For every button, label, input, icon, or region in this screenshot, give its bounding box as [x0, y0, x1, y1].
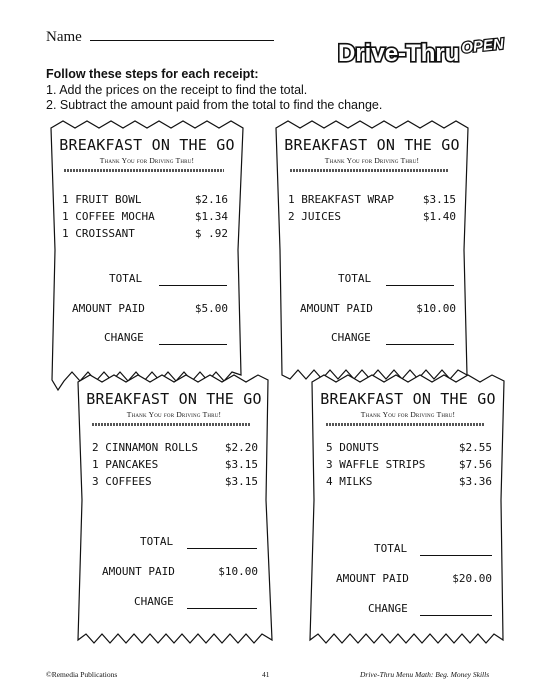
receipt-4-title: BREAKFAST ON THE GO [320, 390, 496, 408]
receipt-4-paid-amount: $20.00 [452, 572, 492, 585]
receipt-3-total-label: TOTAL [140, 535, 174, 548]
receipt-1-item-3: 1 CROISSANT [62, 227, 135, 240]
receipt-2-total-blank[interactable] [386, 284, 454, 286]
instruction-step-2: 2. Subtract the amount paid from the total to find the change. [46, 98, 383, 112]
receipt-2-thanks: Thank You for Driving Thru! [324, 156, 420, 165]
receipt-4-price-1: $2.55 [458, 441, 492, 454]
receipt-1-change-label: CHANGE [104, 331, 144, 344]
receipt-3-item-3: 3 COFFEES [92, 475, 152, 488]
receipt-4-total-blank[interactable] [420, 554, 492, 556]
receipt-1-price-3: $ .92 [194, 227, 228, 240]
receipt-4-total-label: TOTAL [374, 542, 408, 555]
receipt-4-item-1: 5 DONUTS [326, 441, 379, 454]
receipt-4-change-blank[interactable] [420, 614, 492, 616]
receipt-4-divider [326, 423, 484, 426]
receipt-3-total-blank[interactable] [187, 547, 257, 549]
receipt-2-price-1: $3.15 [422, 193, 456, 206]
receipt-1-price-1: $2.16 [194, 193, 228, 206]
receipt-2-item-2: 2 JUICES [288, 210, 341, 223]
receipt-4-price-3: $3.36 [458, 475, 492, 488]
receipt-1-paid-label: AMOUNT PAID [72, 302, 145, 315]
receipt-4-item-2: 3 WAFFLE STRIPS [326, 458, 426, 471]
receipt-2-paid-label: AMOUNT PAID [300, 302, 373, 315]
receipt-2-total-label: TOTAL [338, 272, 372, 285]
receipt-2-item-1: 1 BREAKFAST WRAP [288, 193, 394, 206]
receipt-2-price-2: $1.40 [422, 210, 456, 223]
receipt-4 [314, 382, 502, 637]
instructions-heading: Follow these steps for each receipt: [46, 67, 259, 81]
receipt-1-item-1: 1 FRUIT BOWL [62, 193, 142, 206]
receipt-3-change-label: CHANGE [134, 595, 174, 608]
receipt-3-title: BREAKFAST ON THE GO [86, 390, 262, 408]
receipt-1-title: BREAKFAST ON THE GO [59, 136, 235, 154]
receipt-1-divider [64, 169, 224, 172]
receipt-3-item-2: 1 PANCAKES [92, 458, 159, 471]
receipt-3-paid-label: AMOUNT PAID [102, 565, 175, 578]
receipt-2-title: BREAKFAST ON THE GO [284, 136, 460, 154]
receipt-1-thanks: Thank You for Driving Thru! [99, 156, 195, 165]
receipt-4-item-3: 4 MILKS [326, 475, 373, 488]
receipt-3-price-1: $2.20 [224, 441, 258, 454]
receipt-1-total-blank[interactable] [159, 284, 227, 286]
logo-text: Drive-Thru [338, 40, 460, 67]
receipt-4-thanks: Thank You for Driving Thru! [360, 410, 456, 419]
receipt-2-divider [290, 169, 448, 172]
receipt-1-change-blank[interactable] [159, 343, 227, 345]
footer-page-number: 41 [262, 670, 270, 679]
receipt-3-change-blank[interactable] [187, 607, 257, 609]
footer-publisher: ©Remedia Publications [46, 670, 118, 679]
logo-open-badge: OPEN [460, 35, 505, 57]
receipt-1-item-2: 1 COFFEE MOCHA [62, 210, 155, 223]
receipt-3-item-1: 2 CINNAMON ROLLS [92, 441, 198, 454]
receipt-1-total-label: TOTAL [109, 272, 143, 285]
receipt-2-paid-amount: $10.00 [416, 302, 456, 315]
receipt-4-paid-label: AMOUNT PAID [336, 572, 409, 585]
footer-book-title: Drive-Thru Menu Math: Beg. Money Skills [360, 670, 490, 679]
receipt-3-divider [92, 423, 250, 426]
receipt-4-change-label: CHANGE [368, 602, 408, 615]
receipt-1-paid-amount: $5.00 [194, 302, 228, 315]
instruction-step-1: 1. Add the prices on the receipt to find the total. [46, 82, 308, 97]
receipt-1-price-2: $1.34 [194, 210, 228, 223]
receipt-1 [52, 128, 242, 378]
receipt-3-thanks: Thank You for Driving Thru! [126, 410, 222, 419]
receipt-3-paid-amount: $10.00 [218, 565, 258, 578]
receipt-2 [278, 128, 466, 378]
receipt-3-price-2: $3.15 [224, 458, 258, 471]
receipt-2-change-label: CHANGE [331, 331, 371, 344]
name-label: Name [46, 29, 82, 45]
receipt-4-price-2: $7.56 [458, 458, 492, 471]
receipt-3 [80, 382, 268, 637]
receipt-2-change-blank[interactable] [386, 343, 454, 345]
receipt-3-price-3: $3.15 [224, 475, 258, 488]
